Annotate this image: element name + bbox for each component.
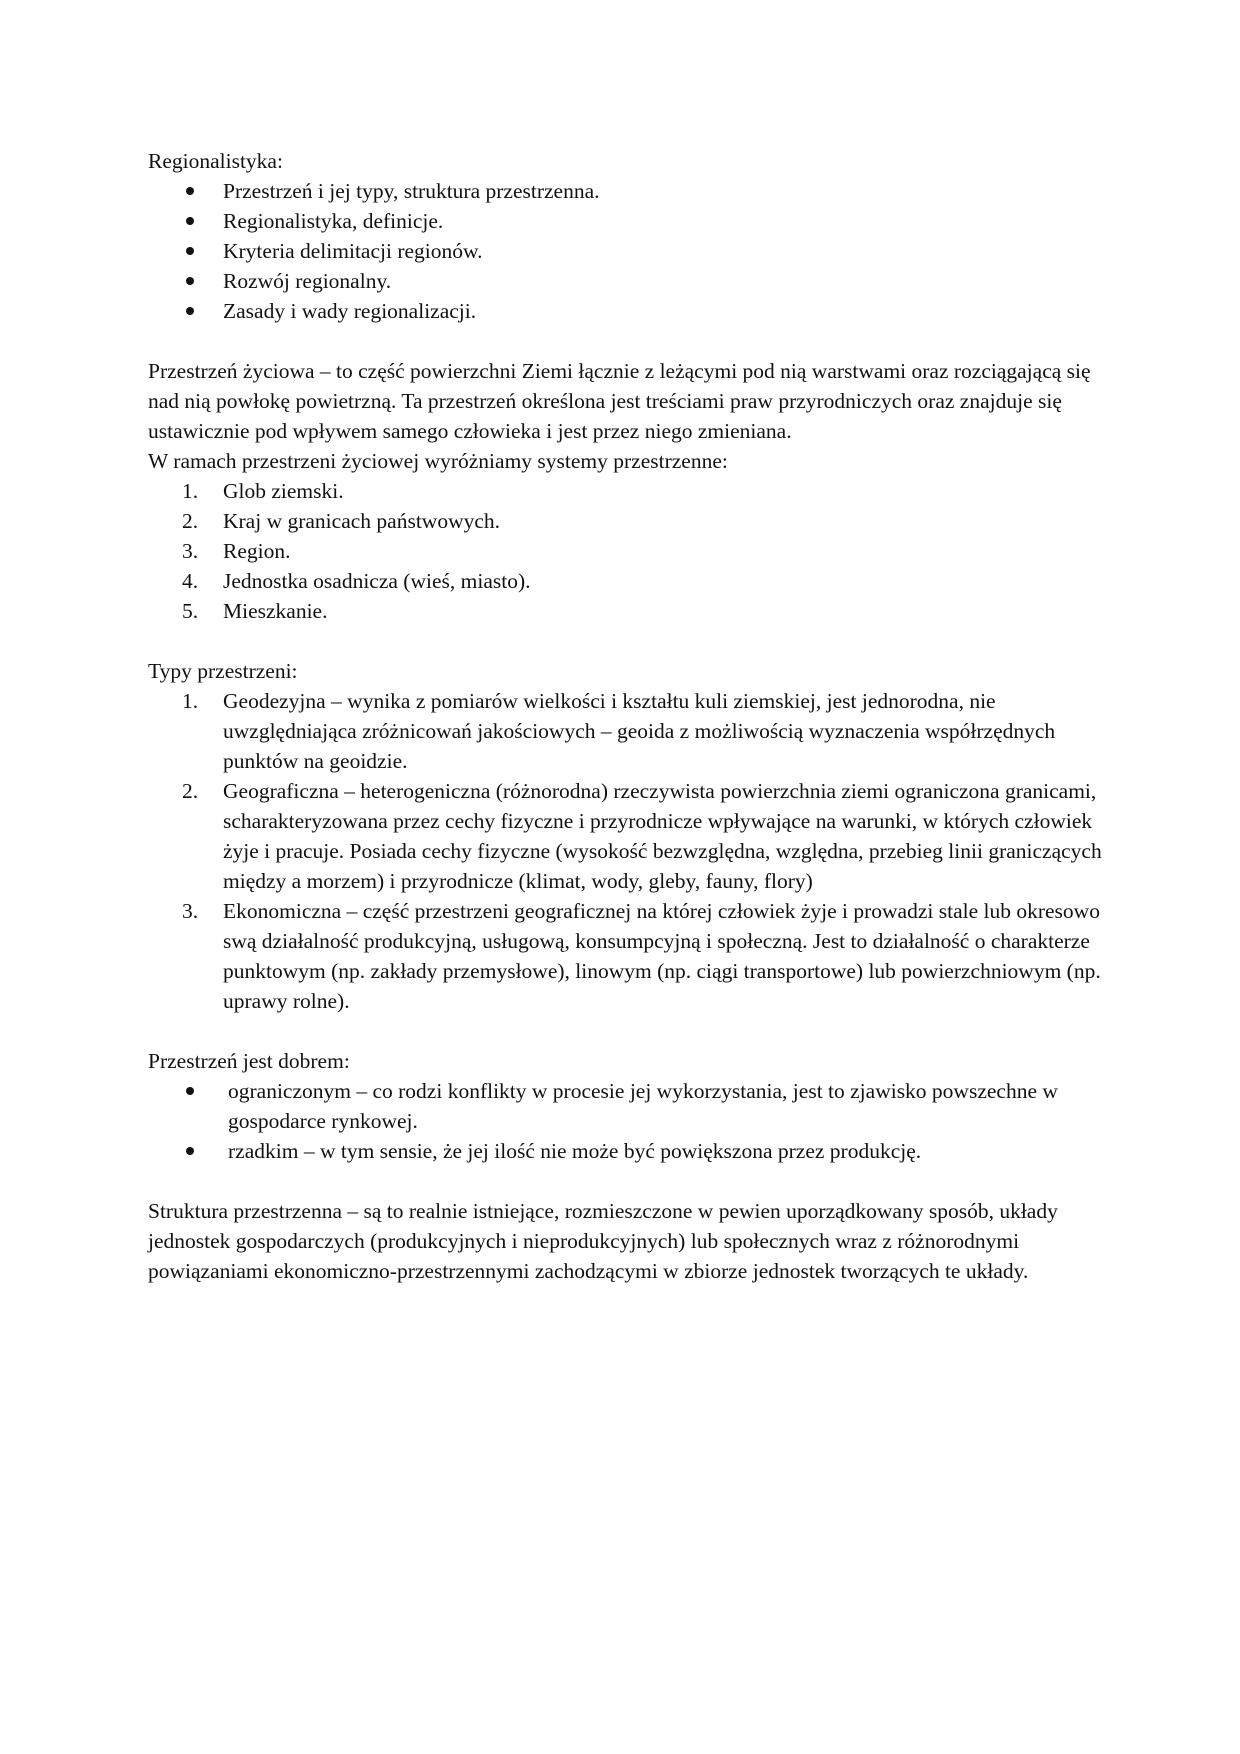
list-number: 1. xyxy=(182,689,199,713)
systems-intro: W ramach przestrzeni życiowej wyróżniamy systemy przestrzenne: xyxy=(148,449,728,473)
section-heading-typy-przestrzeni: Typy przestrzeni: xyxy=(148,659,298,683)
space-as-good-list xyxy=(148,1076,1108,1166)
document-page xyxy=(148,146,1108,1286)
list-item: 2. Geograficzna – heterogeniczna (różnorodna) rzeczywista powierzchnia ziemi ograniczona granicami, scharakteryzowana przez cechy fizyczne i przyrodnicze wpływające na warunki, w których człowiek żyje i pracuje. Posiada cechy fizyczne (wysokość bezwzględna, względna, przebieg linii graniczących między a morzem) i przyrodnicze (klimat, wody, gleby, fauny, flory) xyxy=(148,776,1108,896)
list-item: rzadkim – w tym sensie, że jej ilość nie może być powiększona przez produkcję. xyxy=(148,1136,1108,1166)
list-item: ograniczonym – co rodzi konflikty w procesie jej wykorzystania, jest to zjawisko powszechne w gospodarce rynkowej. xyxy=(148,1076,1108,1136)
list-item: 3. Ekonomiczna – część przestrzeni geograficznej na której człowiek żyje i prowadzi stale lub okresowo swą działalność produkcyjną, usługową, konsumpcyjną i społeczną. Jest to działalność o charakterze punktowym (np. zakłady przemysłowe), linowym (np. ciągi transportowe) lub powierzchniowym (np. uprawy rolne). xyxy=(148,896,1108,1016)
list-item: 3. Region. xyxy=(148,536,1108,566)
section-heading-regionalistyka: Regionalistyka: xyxy=(148,149,283,173)
list-number: 3. xyxy=(182,899,199,923)
list-number: 1. xyxy=(182,479,199,503)
list-number: 2. xyxy=(182,509,199,533)
list-item: 1. Glob ziemski. xyxy=(148,476,1108,506)
bullet-icon xyxy=(186,217,194,225)
bullet-icon xyxy=(186,277,194,285)
list-item: Przestrzeń i jej typy, struktura przestrzenna. xyxy=(148,176,1108,206)
list-item: 1. Geodezyjna – wynika z pomiarów wielkości i kształtu kuli ziemskiej, jest jednorodna, nie uwzględniająca zróżnicowań jakościowych – geoida z możliwością wyznaczenia współrzędnych punktów na geoidzie. xyxy=(148,686,1108,776)
list-item: Rozwój regionalny. xyxy=(148,266,1108,296)
definition-struktura-przestrzenna: Struktura przestrzenna – są to realnie istniejące, rozmieszczone w pewien uporządkowany sposób, układy jednostek gospodarczych (produkcyjnych i nieprodukcyjnych) lub społecznych wraz z różnorodnymi powiązaniami ekonomiczno-przestrzennymi zachodzącymi w zbiorze jednostek tworzących te układy. xyxy=(148,1199,1058,1283)
list-number: 5. xyxy=(182,599,199,623)
topics-list xyxy=(148,176,1108,326)
list-item: Zasady i wady regionalizacji. xyxy=(148,296,1108,326)
list-item: 2. Kraj w granicach państwowych. xyxy=(148,506,1108,536)
list-item: 4. Jednostka osadnicza (wieś, miasto). xyxy=(148,566,1108,596)
list-item: Regionalistyka, definicje. xyxy=(148,206,1108,236)
list-item: 5. Mieszkanie. xyxy=(148,596,1108,626)
bullet-icon xyxy=(186,1087,194,1095)
bullet-icon xyxy=(186,1147,194,1155)
bullet-icon xyxy=(186,307,194,315)
bullet-icon xyxy=(186,187,194,195)
list-number: 2. xyxy=(182,779,199,803)
spatial-systems-list xyxy=(148,476,1108,626)
list-item: Kryteria delimitacji regionów. xyxy=(148,236,1108,266)
list-number: 4. xyxy=(182,569,199,593)
space-types-list xyxy=(148,686,1108,1016)
section-heading-przestrzen-dobrem: Przestrzeń jest dobrem: xyxy=(148,1049,350,1073)
list-number: 3. xyxy=(182,539,199,563)
bullet-icon xyxy=(186,247,194,255)
definition-przestrzen-zyciowa: Przestrzeń życiowa – to część powierzchni Ziemi łącznie z leżącymi pod nią warstwami oraz rozciągającą się nad nią powłokę powietrzną. Ta przestrzeń określona jest treściami praw przyrodniczych oraz znajduje się ustawicznie pod wpływem samego człowieka i jest przez niego zmieniana. xyxy=(148,359,1091,443)
